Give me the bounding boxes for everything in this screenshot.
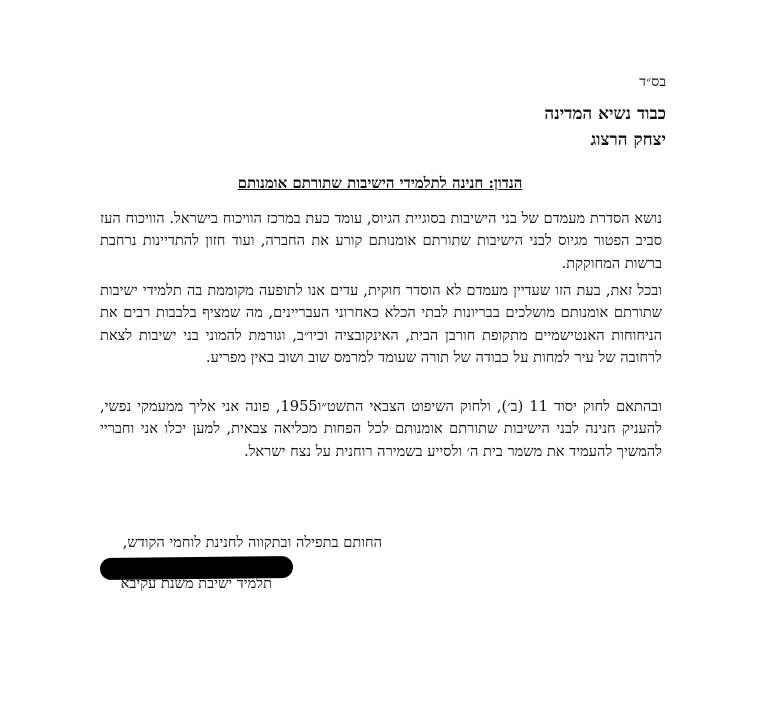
recipient-name: יצחק הרצוג xyxy=(590,130,666,150)
closing-line: החותם בתפילה ובתקווה לחנינת לוחמי הקודש, xyxy=(122,534,382,551)
recipient-block xyxy=(544,101,666,153)
body-paragraph-2: ובכל זאת, בעת הזו שעדיין מעמדם לא הוסדר חוקית, עדים אנו לתופעה מקוממת בה תלמידי ישיבות שתורתם אומנותם מושלכים בבריונות לבתי הכלא כאחרוני העבריינים, מה שמציף בלבבות רבים את הניחוחות האנטישמיים מתקופת חורבן הבית, האינקובציה וכיו״ב, וגורמת להמוני בני ישיבות לצאת לרחובה של עיר למחות על כבודה של תורה שעומד למרמס שוב ושוב באין מפריע. xyxy=(100,282,662,367)
signature-title: תלמיד ישיבת משנת עקיבא xyxy=(120,575,272,592)
recipient-title: כבוד נשיא המדינה xyxy=(544,104,666,124)
subject-line: הנדון: חנינה לתלמידי הישיבות שתורתם אומנותם xyxy=(237,174,523,192)
body-paragraph-1: נושא הסדרת מעמדם של בני הישיבות בסוגיית הגיוס, עומד כעת במרכז הוויכוח בישראל. הוויכוח העז סביב הפטור מגיוס לבני הישיבות שתורתם אומנותם קורע את החברה, ועוד חזון להתדיינות נרחבת ברשות המחוקקת. xyxy=(100,210,662,272)
bsd-header: בס״ד xyxy=(639,74,666,90)
body-paragraph-3: ובהתאם לחוק יסוד 11 (ב׳), ולחוק השיפוט הצבאי התשט״ו1955, פונה אני אליך ממעמקי נפשי, להעניק חנינה לבני הישיבות שתורתם אומנותם לכל הפחות מכליאה צבאית, למען יכלו אני וחבריי להמשיך להעמיד את משמר בית ה׳ ולסייע בשמירה רוחנית על נצח ישראל. xyxy=(100,398,662,460)
